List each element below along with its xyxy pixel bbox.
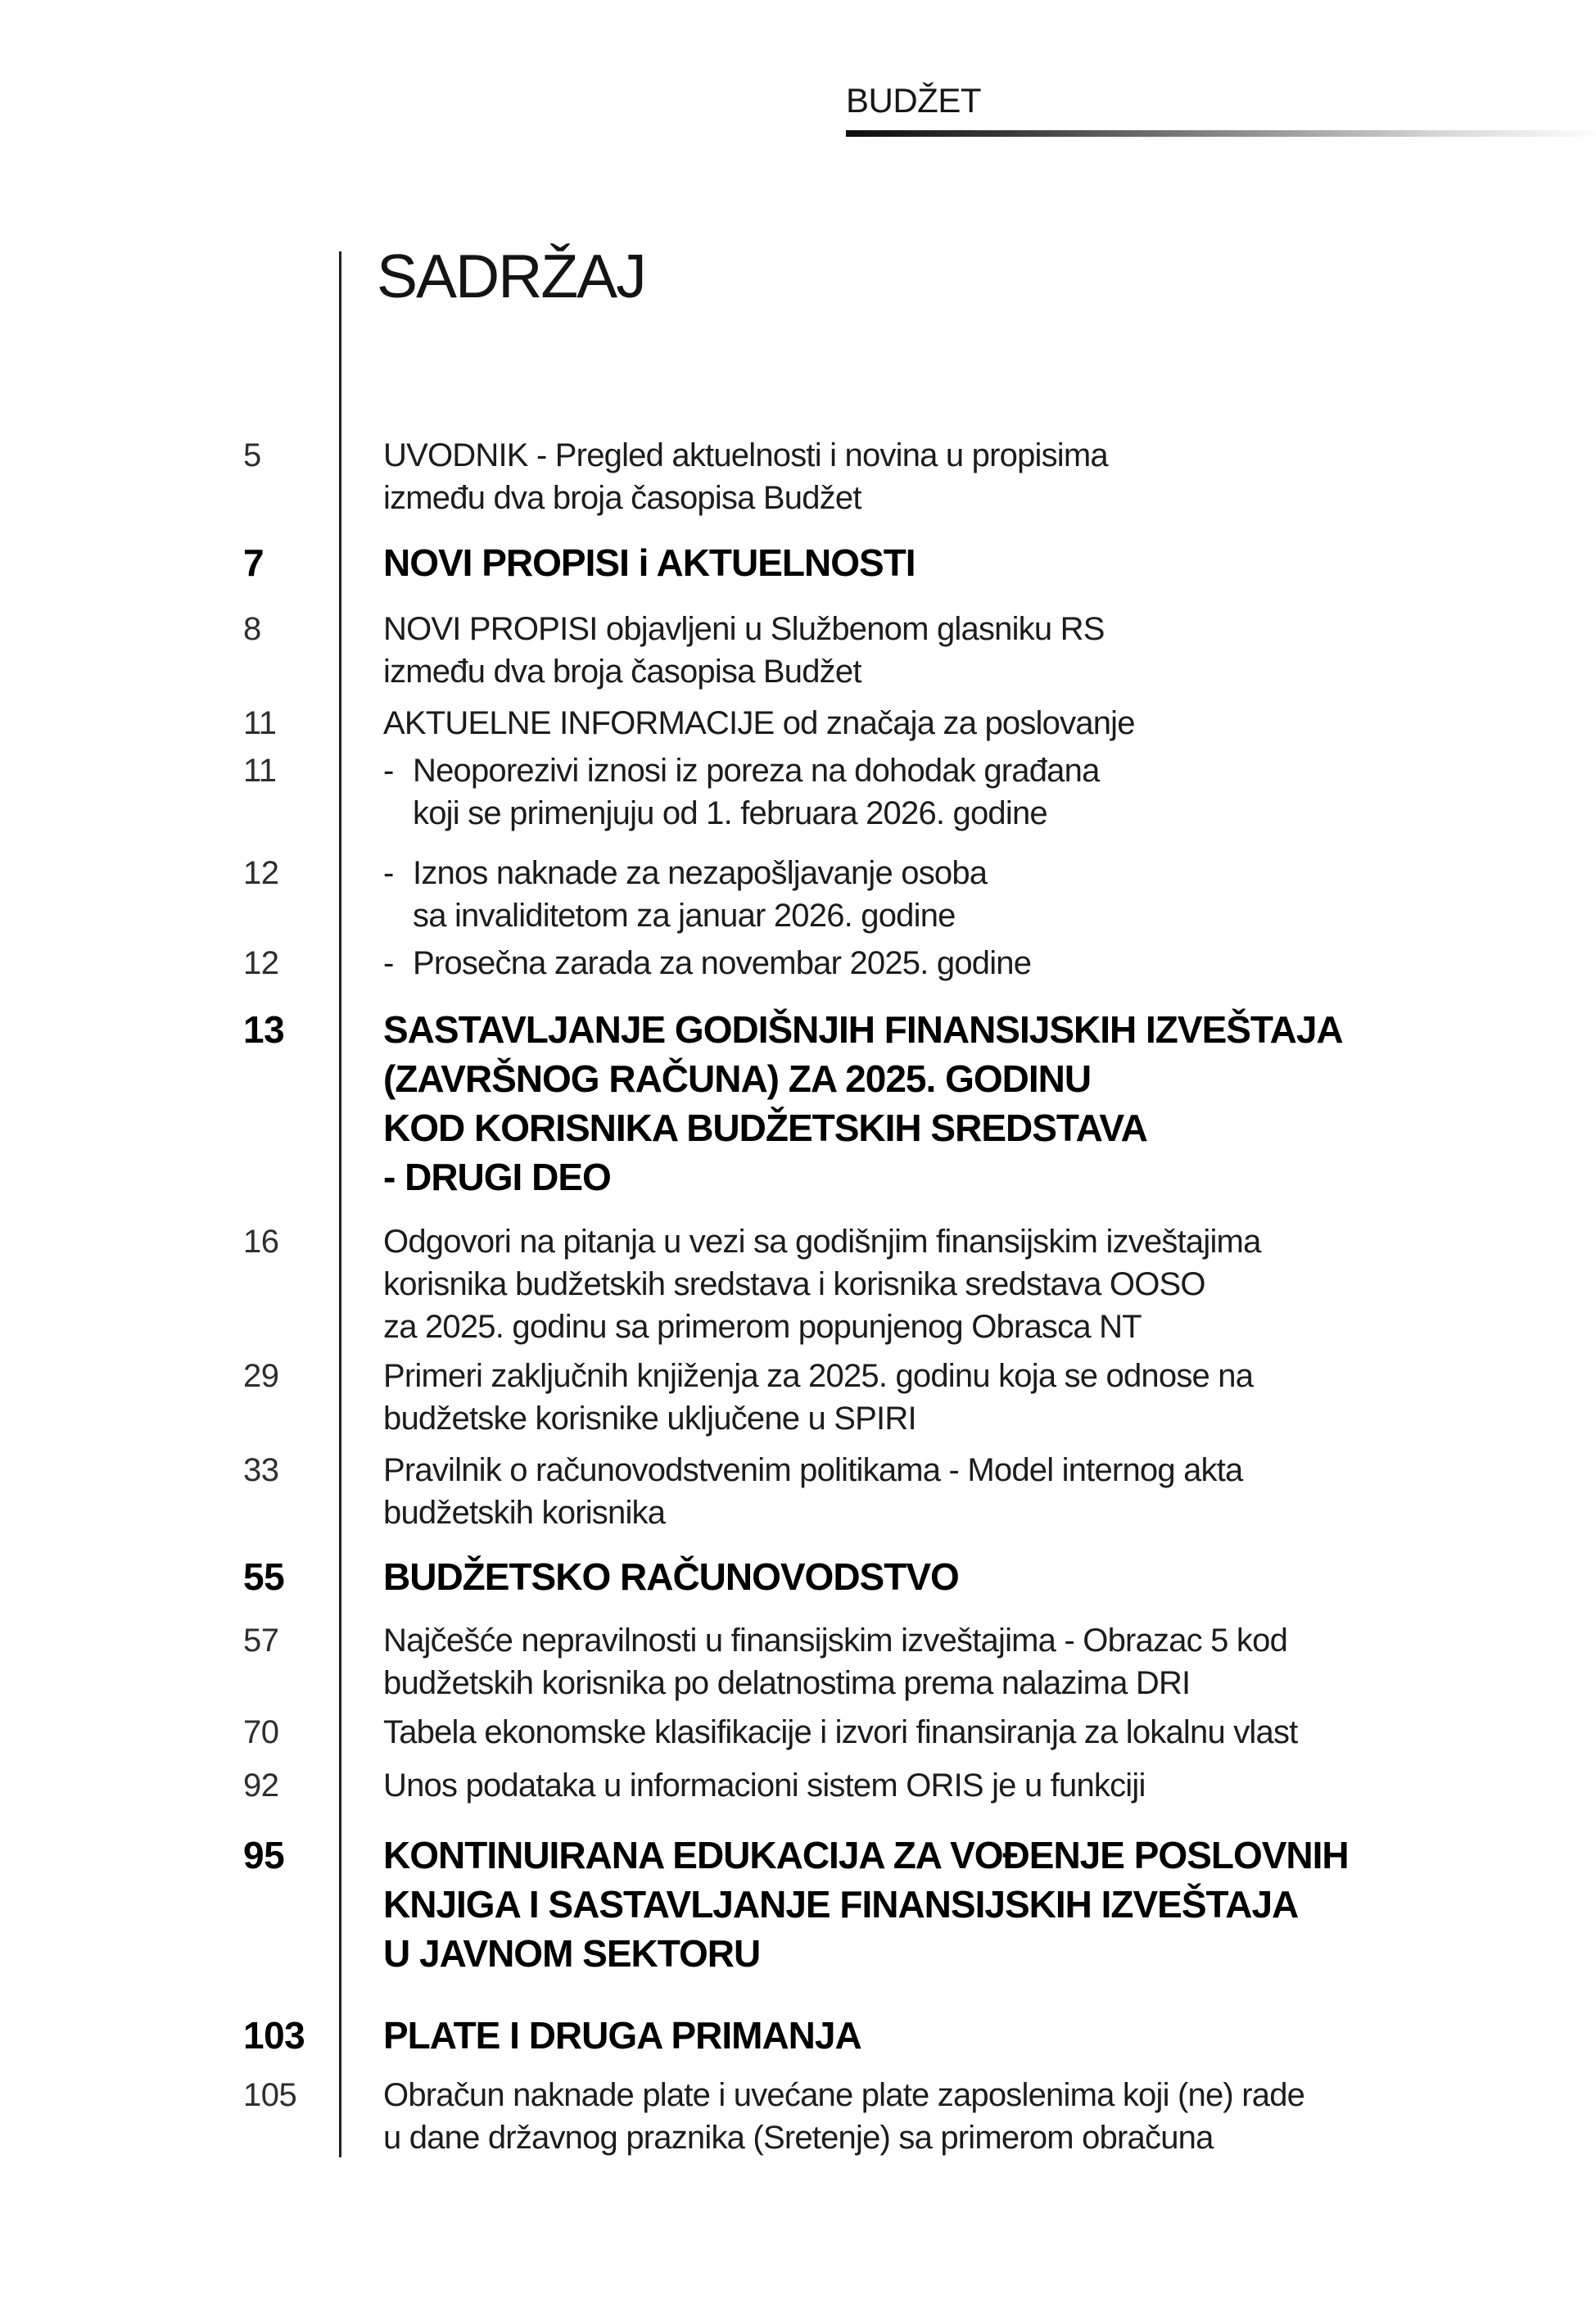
toc-page-number: 13 bbox=[243, 1008, 285, 1051]
toc-entry bbox=[243, 852, 1596, 937]
toc-entry-line: UVODNIK - Pregled aktuelnosti i novina u propisima bbox=[383, 437, 1108, 473]
toc-page-number: 12 bbox=[243, 945, 279, 981]
toc-entry-line: Odgovori na pitanja u vezi sa godišnjim finansijskim izveštajima bbox=[383, 1224, 1261, 1260]
toc-entry-title bbox=[383, 942, 1596, 984]
toc-entry-title bbox=[383, 1005, 1596, 1202]
toc-entry-line: za 2025. godinu sa primerom popunjenog Obrasca NT bbox=[383, 1309, 1142, 1345]
toc-list bbox=[243, 0, 1596, 2322]
toc-entry-title bbox=[383, 538, 1596, 587]
toc-page-number: 92 bbox=[243, 1768, 279, 1804]
toc-entry-line: korisnika budžetskih sredstava i korisnika sredstava OOSO bbox=[383, 1266, 1205, 1302]
toc-entry-title bbox=[383, 608, 1596, 693]
toc-page-number: 11 bbox=[243, 705, 277, 741]
toc-entry bbox=[243, 1220, 1596, 1348]
toc-entry-title bbox=[383, 702, 1596, 745]
toc-entry-line: između dva broja časopisa Budžet bbox=[383, 480, 861, 516]
toc-entry-line: Neoporezivi iznosi iz poreza na dohodak građana bbox=[413, 753, 1100, 789]
toc-page-number: 11 bbox=[243, 753, 277, 789]
toc-entry-title bbox=[383, 2074, 1596, 2159]
toc-entry-line: Tabela ekonomske klasifikacije i izvori finansiranja za lokalnu vlast bbox=[383, 1714, 1298, 1750]
toc-entry-line: između dva broja časopisa Budžet bbox=[383, 654, 861, 690]
toc-entry-line: koji se primenjuju od 1. februara 2026. godine bbox=[413, 795, 1047, 831]
toc-entry-title bbox=[383, 749, 1596, 835]
toc-entry-title bbox=[383, 1764, 1596, 1807]
journal-title: BUDŽET bbox=[846, 81, 981, 120]
toc-page-number: 95 bbox=[243, 1834, 285, 1876]
toc-entry-line: - DRUGI DEO bbox=[383, 1156, 611, 1198]
toc-entry bbox=[243, 1764, 1596, 1807]
toc-entry bbox=[243, 702, 1596, 745]
toc-entry-line: budžetskih korisnika bbox=[383, 1495, 666, 1531]
toc-page-number: 33 bbox=[243, 1452, 279, 1488]
toc-entry-title bbox=[383, 1449, 1596, 1534]
dash-bullet: - bbox=[383, 753, 394, 789]
toc-entry bbox=[243, 1449, 1596, 1534]
toc-entry-title bbox=[383, 1552, 1596, 1601]
toc-page-number: 8 bbox=[243, 611, 261, 647]
toc-page-number: 29 bbox=[243, 1358, 279, 1394]
toc-page-number: 7 bbox=[243, 541, 264, 584]
toc-entry-title bbox=[383, 852, 1596, 937]
toc-page-number: 57 bbox=[243, 1623, 279, 1659]
toc-entry bbox=[243, 538, 1596, 587]
toc-entry-line: Najčešće nepravilnosti u finansijskim izveštajima - Obrazac 5 kod bbox=[383, 1623, 1288, 1659]
toc-page-number: 105 bbox=[243, 2077, 297, 2113]
toc-page-number: 16 bbox=[243, 1224, 279, 1260]
toc-entry bbox=[243, 608, 1596, 693]
toc-entry bbox=[243, 1711, 1596, 1754]
dash-bullet: - bbox=[383, 945, 394, 981]
toc-entry-title bbox=[383, 1711, 1596, 1754]
toc-entry bbox=[243, 942, 1596, 984]
toc-page-number: 5 bbox=[243, 437, 261, 473]
toc-entry-line: Primeri zaključnih knjiženja za 2025. godinu koja se odnose na bbox=[383, 1358, 1254, 1394]
dash-bullet: - bbox=[383, 855, 394, 891]
toc-page-number: 55 bbox=[243, 1555, 285, 1598]
toc-entry-line: Pravilnik o računovodstvenim politikama - Model internog akta bbox=[383, 1452, 1243, 1488]
toc-entry bbox=[243, 2074, 1596, 2159]
toc-entry-line: budžetskih korisnika po delatnostima prema nalazima DRI bbox=[383, 1665, 1191, 1701]
toc-page-number: 103 bbox=[243, 2014, 305, 2057]
toc-entry-line: u dane državnog praznika (Sretenje) sa primerom obračuna bbox=[383, 2120, 1214, 2156]
toc-entry-line: Obračun naknade plate i uvećane plate zaposlenima koji (ne) rade bbox=[383, 2077, 1305, 2113]
toc-entry-title bbox=[383, 1355, 1596, 1440]
toc-entry-line: Iznos naknade za nezapošljavanje osoba bbox=[413, 855, 988, 891]
toc-entry bbox=[243, 434, 1596, 519]
toc-entry-line: KOD KORISNIKA BUDŽETSKIH SREDSTAVA bbox=[383, 1107, 1147, 1149]
toc-entry-line: (ZAVRŠNOG RAČUNA) ZA 2025. GODINU bbox=[383, 1057, 1092, 1100]
toc-entry-line: PLATE I DRUGA PRIMANJA bbox=[383, 2014, 861, 2057]
toc-entry bbox=[243, 1552, 1596, 1601]
toc-entry-line: budžetske korisnike uključene u SPIRI bbox=[383, 1401, 916, 1437]
toc-page-number: 12 bbox=[243, 855, 279, 891]
toc-entry-line: KNJIGA I SASTAVLJANJE FINANSIJSKIH IZVEŠTAJA bbox=[383, 1883, 1299, 1926]
toc-entry bbox=[243, 1831, 1596, 1978]
toc-entry-title bbox=[383, 1619, 1596, 1704]
toc-entry-line: NOVI PROPISI objavljeni u Službenom glasniku RS bbox=[383, 611, 1105, 647]
toc-entry bbox=[243, 1355, 1596, 1440]
toc-entry-line: Unos podataka u informacioni sistem ORIS je u funkciji bbox=[383, 1768, 1146, 1804]
toc-entry-line: BUDŽETSKO RAČUNOVODSTVO bbox=[383, 1555, 959, 1598]
toc-page-number: 70 bbox=[243, 1714, 279, 1750]
toc-entry-title bbox=[383, 1220, 1596, 1348]
toc-entry-line: AKTUELNE INFORMACIJE od značaja za poslovanje bbox=[383, 705, 1135, 741]
toc-entry-title bbox=[383, 434, 1596, 519]
toc-entry-title bbox=[383, 2011, 1596, 2060]
toc-entry-line: NOVI PROPISI i AKTUELNOSTI bbox=[383, 541, 916, 584]
toc-entry-line: Prosečna zarada za novembar 2025. godine bbox=[413, 945, 1032, 981]
toc-entry bbox=[243, 1619, 1596, 1704]
toc-entry-line: KONTINUIRANA EDUKACIJA ZA VOĐENJE POSLOVNIH bbox=[383, 1834, 1349, 1876]
toc-entry bbox=[243, 1005, 1596, 1202]
toc-entry-line: U JAVNOM SEKTORU bbox=[383, 1932, 761, 1975]
toc-entry-line: SASTAVLJANJE GODIŠNJIH FINANSIJSKIH IZVEŠTAJA bbox=[383, 1008, 1343, 1051]
toc-entry-line: sa invaliditetom za januar 2026. godine bbox=[413, 898, 956, 934]
toc-entry bbox=[243, 2011, 1596, 2060]
toc-entry bbox=[243, 749, 1596, 835]
page-title: SADRŽAJ bbox=[377, 242, 645, 310]
toc-entry-title bbox=[383, 1831, 1596, 1978]
